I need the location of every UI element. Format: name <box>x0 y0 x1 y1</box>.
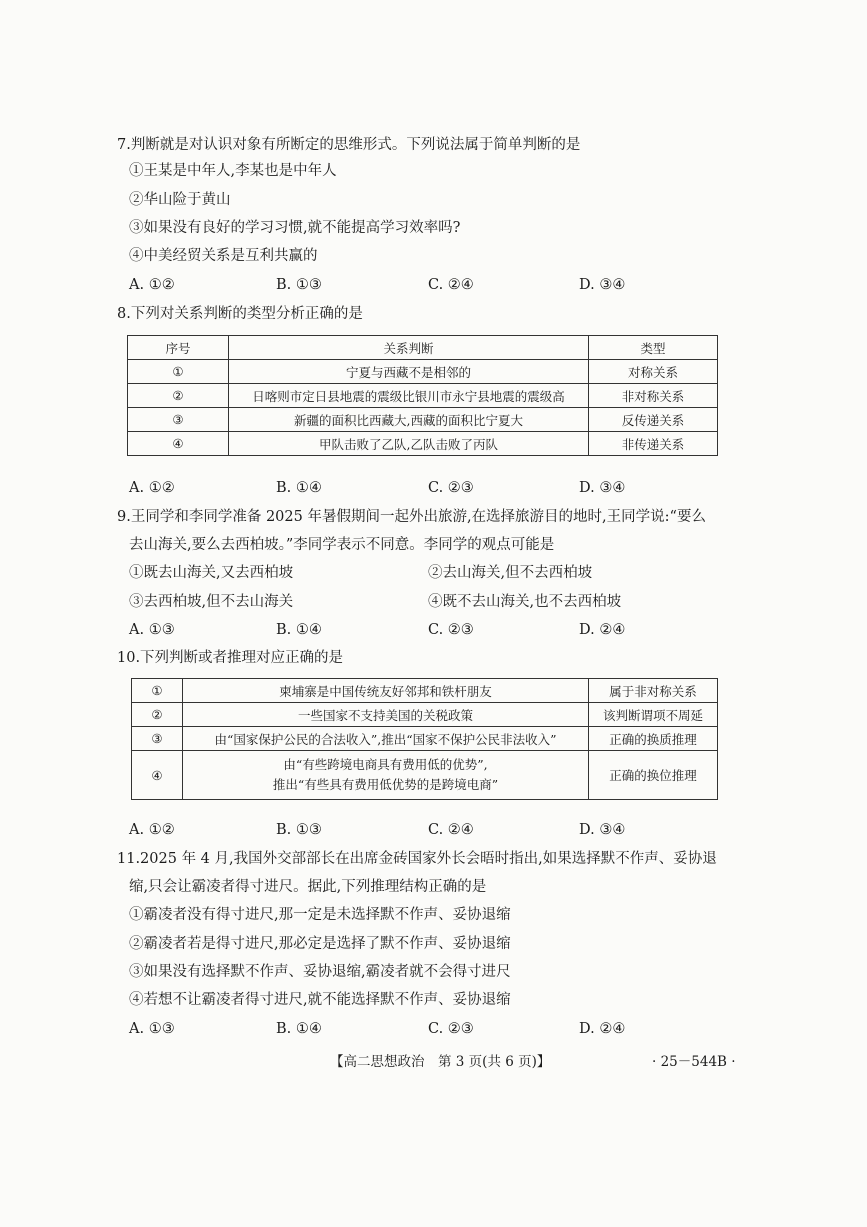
q11-option-b[interactable]: B. ①④ <box>276 1021 322 1037</box>
table-cell: 甲队击败了乙队,乙队击败了丙队 <box>229 432 589 456</box>
q7-item-2: ②华山险于黄山 <box>129 192 231 208</box>
table-header: 类型 <box>589 336 718 360</box>
table-row <box>128 432 718 456</box>
q11-item-2: ②霸凌者若是得寸进尺,那必定是选择了默不作声、妥协退缩 <box>129 936 511 952</box>
q9-option-b[interactable]: B. ①④ <box>276 622 322 638</box>
q9-option-c[interactable]: C. ②③ <box>428 622 474 638</box>
table-cell: 非传递关系 <box>589 432 718 456</box>
q9-stem-line-1: 9.王同学和李同学准备 2025 年暑假期间一起外出旅游,在选择旅游目的地时,王同学说:“要么 <box>117 509 706 525</box>
table-cell: 正确的换位推理 <box>589 751 718 800</box>
table-cell: 日喀则市定日县地震的震级比银川市永宁县地震的震级高 <box>229 384 589 408</box>
table-cell: 该判断谓项不周延 <box>589 703 718 727</box>
table-row <box>132 751 718 800</box>
table-row <box>132 679 718 703</box>
table-cell <box>183 751 589 800</box>
table-row <box>128 408 718 432</box>
table-cell: 柬埔寨是中国传统友好邻邦和铁杆朋友 <box>183 679 589 703</box>
q7-item-1: ①王某是中年人,李某也是中年人 <box>129 163 337 179</box>
q9-item-2: ②去山海关,但不去西柏坡 <box>428 565 593 581</box>
q7-option-b[interactable]: B. ①③ <box>276 277 322 293</box>
q9-stem-line-2: 去山海关,要么去西柏坡。”李同学表示不同意。李同学的观点可能是 <box>129 537 555 553</box>
q11-stem-line-1: 11.2025 年 4 月,我国外交部部长在出席金砖国家外长会晤时指出,如果选择默不作声、妥协退 <box>117 851 717 867</box>
table-cell: ③ <box>132 727 183 751</box>
table-cell: 非对称关系 <box>589 384 718 408</box>
q10-option-d[interactable]: D. ③④ <box>579 822 626 838</box>
table-row <box>128 384 718 408</box>
q11-item-4: ④若想不让霸凌者得寸进尺,就不能选择默不作声、妥协退缩 <box>129 992 511 1008</box>
table-cell: ④ <box>132 751 183 800</box>
q10-option-b[interactable]: B. ①③ <box>276 822 322 838</box>
q7-option-d[interactable]: D. ③④ <box>579 277 626 293</box>
q8-stem: 8.下列对关系判断的类型分析正确的是 <box>117 306 363 322</box>
table-cell: 由“国家保护公民的合法收入”,推出“国家不保护公民非法收入” <box>183 727 589 751</box>
q8-table <box>127 335 718 456</box>
table-cell: 一些国家不支持美国的关税政策 <box>183 703 589 727</box>
q8-option-b[interactable]: B. ①④ <box>276 480 322 496</box>
table-cell: 正确的换质推理 <box>589 727 718 751</box>
q9-item-4: ④既不去山海关,也不去西柏坡 <box>428 594 622 610</box>
table-row <box>132 727 718 751</box>
table-cell: ② <box>128 384 229 408</box>
table-header: 序号 <box>128 336 229 360</box>
table-cell: 宁夏与西藏不是相邻的 <box>229 360 589 384</box>
page-footer: 【高二思想政治 第 3 页(共 6 页)】 <box>330 1054 551 1070</box>
table-cell: 新疆的面积比西藏大,西藏的面积比宁夏大 <box>229 408 589 432</box>
table-cell: ③ <box>128 408 229 432</box>
table-header-row <box>128 336 718 360</box>
q11-option-d[interactable]: D. ②④ <box>579 1021 626 1037</box>
q7-option-c[interactable]: C. ②④ <box>428 277 474 293</box>
q9-option-a[interactable]: A. ①③ <box>129 622 175 638</box>
q10-option-a[interactable]: A. ①② <box>129 822 175 838</box>
q8-option-a[interactable]: A. ①② <box>129 480 175 496</box>
q9-option-d[interactable]: D. ②④ <box>579 622 626 638</box>
table-row <box>128 360 718 384</box>
table-cell: 对称关系 <box>589 360 718 384</box>
q9-item-1: ①既去山海关,又去西柏坡 <box>129 565 294 581</box>
table-cell: ② <box>132 703 183 727</box>
q10-option-c[interactable]: C. ②④ <box>428 822 474 838</box>
q7-option-a[interactable]: A. ①② <box>129 277 175 293</box>
q8-option-d[interactable]: D. ③④ <box>579 480 626 496</box>
table-cell: 属于非对称关系 <box>589 679 718 703</box>
exam-code: · 25－544B · <box>652 1054 736 1070</box>
q10-table <box>131 678 718 800</box>
q11-stem-line-2: 缩,只会让霸凌者得寸进尺。据此,下列推理结构正确的是 <box>129 879 487 895</box>
q9-item-3: ③去西柏坡,但不去山海关 <box>129 594 294 610</box>
table-cell: ④ <box>128 432 229 456</box>
q8-option-c[interactable]: C. ②③ <box>428 480 474 496</box>
q11-option-c[interactable]: C. ②③ <box>428 1021 474 1037</box>
table-cell: ① <box>132 679 183 703</box>
q11-item-3: ③如果没有选择默不作声、妥协退缩,霸凌者就不会得寸进尺 <box>129 964 511 980</box>
table-cell: ① <box>128 360 229 384</box>
table-cell: 反传递关系 <box>589 408 718 432</box>
table-cell-line-1: 由“有些跨境电商具有费用低的优势”, <box>283 757 488 772</box>
q10-stem: 10.下列判断或者推理对应正确的是 <box>117 650 344 666</box>
table-header: 关系判断 <box>229 336 589 360</box>
q11-option-a[interactable]: A. ①③ <box>129 1021 175 1037</box>
q7-item-3: ③如果没有良好的学习习惯,就不能提高学习效率吗? <box>129 220 461 236</box>
table-cell-line-2: 推出“有些具有费用低优势的是跨境电商” <box>272 777 499 792</box>
q7-item-4: ④中美经贸关系是互利共赢的 <box>129 248 318 264</box>
q11-item-1: ①霸凌者没有得寸进尺,那一定是未选择默不作声、妥协退缩 <box>129 907 511 923</box>
q7-stem: 7.判断就是对认识对象有所断定的思维形式。下列说法属于简单判断的是 <box>117 137 581 153</box>
table-row <box>132 703 718 727</box>
